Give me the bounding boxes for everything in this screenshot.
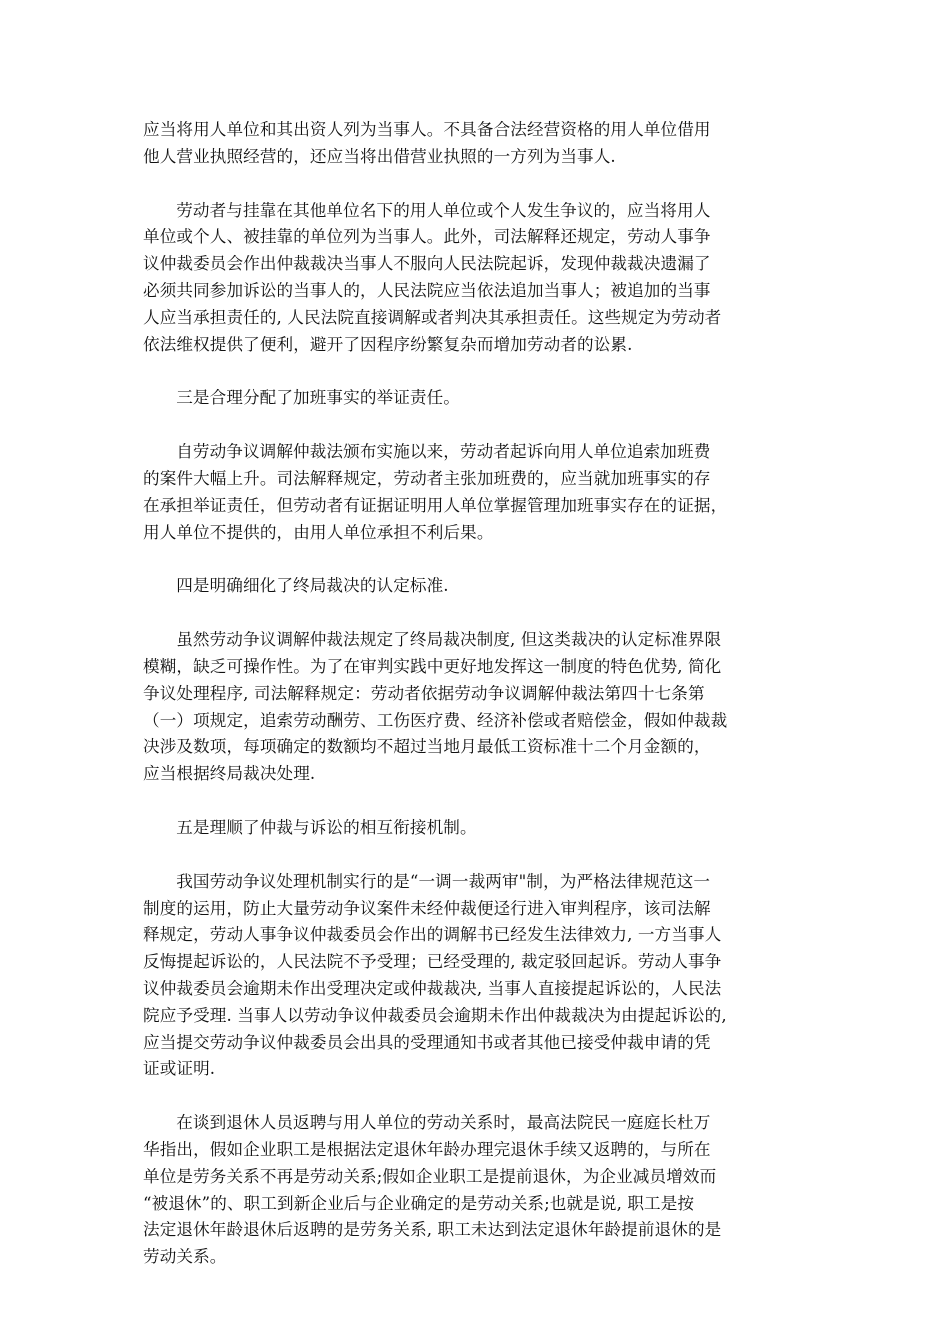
text-line: 四是明确细化了终局裁决的认定标准. xyxy=(176,576,449,596)
text-line: 在承担举证责任，但劳动者有证据证明用人单位掌握管理加班事实存在的证据， xyxy=(143,495,728,515)
text-line: 必须共同参加诉讼的当事人的，人民法院应当依法追加当事人；被追加的当事 xyxy=(143,280,711,300)
text-line: 应当根据终局裁决处理. xyxy=(143,764,316,784)
text-line: 院应予受理. 当事人以劳动争议仲裁委员会逾期未作出仲裁裁决为由提起诉讼的, xyxy=(143,1005,727,1025)
text-line: 争议处理程序, 司法解释规定：劳动者依据劳动争议调解仲裁法第四十七条第 xyxy=(143,683,705,703)
text-line: 决涉及数项，每项确定的数额均不超过当地月最低工资标准十二个月金额的， xyxy=(143,737,711,757)
text-line: 反悔提起诉讼的，人民法院不予受理；已经受理的, 裁定驳回起诉。劳动人事争 xyxy=(143,952,722,972)
text-line: 五是理顺了仲裁与诉讼的相互衔接机制。 xyxy=(176,817,477,837)
text-line: 单位或个人、被挂靠的单位列为当事人。此外，司法解释还规定，劳动人事争 xyxy=(143,227,711,247)
text-line: 我国劳动争议处理机制实行的是“一调一裁两审"制，为严格法律规范这一 xyxy=(176,871,711,891)
text-line: （一）项规定，追索劳动酬劳、工伤医疗费、经济补偿或者赔偿金，假如仲裁裁 xyxy=(143,710,728,730)
text-line: 自劳动争议调解仲裁法颁布实施以来，劳动者起诉向用人单位追索加班费 xyxy=(176,442,711,462)
text-line: 应当将用人单位和其出资人列为当事人。不具备合法经营资格的用人单位借用 xyxy=(143,120,711,139)
document-page xyxy=(143,117,813,1298)
text-line: 模糊，缺乏可操作性。为了在审判实践中更好地发挥这一制度的特色优势, 简化 xyxy=(143,656,722,676)
text-line: 在谈到退休人员返聘与用人单位的劳动关系时，最高法院民一庭庭长杜万 xyxy=(176,1113,711,1133)
text-line: 释规定，劳动人事争议仲裁委员会作出的调解书已经发生法律效力, 一方当事人 xyxy=(143,925,722,945)
text-line: 依法维权提供了便利，避开了因程序纷繁复杂而增加劳动者的讼累. xyxy=(143,334,633,354)
text-line: 三是合理分配了加班事实的举证责任。 xyxy=(176,388,460,408)
paragraph xyxy=(143,198,813,359)
text-line: 虽然劳动争议调解仲裁法规定了终局裁决制度, 但这类裁决的认定标准界限 xyxy=(176,630,722,650)
text-line: 用人单位不提供的，由用人单位承担不利后果。 xyxy=(143,522,494,542)
paragraph xyxy=(143,117,813,171)
text-line: 制度的运用，防止大量劳动争议案件未经仲裁便迳行进入审判程序，该司法解 xyxy=(143,898,711,918)
paragraph xyxy=(143,1110,813,1271)
text-line: 议仲裁委员会作出仲裁裁决当事人不服向人民法院起诉，发现仲裁裁决遗漏了 xyxy=(143,254,711,274)
section-heading xyxy=(143,573,813,600)
text-line: 人应当承担责任的, 人民法院直接调解或者判决其承担责任。这些规定为劳动者 xyxy=(143,307,722,327)
text-line: 证或证明. xyxy=(143,1059,216,1079)
text-line: 他人营业执照经营的，还应当将出借营业执照的一方列为当事人. xyxy=(143,146,616,166)
text-line: “被退休”的、职工到新企业后与企业确定的是劳动关系;也就是说, 职工是按 xyxy=(143,1193,695,1213)
paragraph xyxy=(143,627,813,788)
text-line: 劳动关系。 xyxy=(143,1247,227,1267)
section-heading xyxy=(143,815,813,842)
section-heading xyxy=(143,385,813,412)
text-line: 应当提交劳动争议仲裁委员会出具的受理通知书或者其他已接受仲裁申请的凭 xyxy=(143,1032,711,1052)
paragraph xyxy=(143,439,813,546)
text-line: 单位是劳务关系不再是劳动关系;假如企业职工是提前退休，为企业减员增效而 xyxy=(143,1166,717,1186)
text-line: 劳动者与挂靠在其他单位名下的用人单位或个人发生争议的，应当将用人 xyxy=(176,200,711,220)
text-line: 议仲裁委员会逾期未作出受理决定或仲裁裁决, 当事人直接提起诉讼的，人民法 xyxy=(143,978,722,998)
text-line: 的案件大幅上升。司法解释规定，劳动者主张加班费的，应当就加班事实的存 xyxy=(143,468,711,488)
text-line: 华指出，假如企业职工是根据法定退休年龄办理完退休手续又返聘的，与所在 xyxy=(143,1139,711,1159)
paragraph xyxy=(143,869,813,1083)
text-line: 法定退休年龄退休后返聘的是劳务关系, 职工未达到法定退休年龄提前退休的是 xyxy=(143,1220,722,1240)
